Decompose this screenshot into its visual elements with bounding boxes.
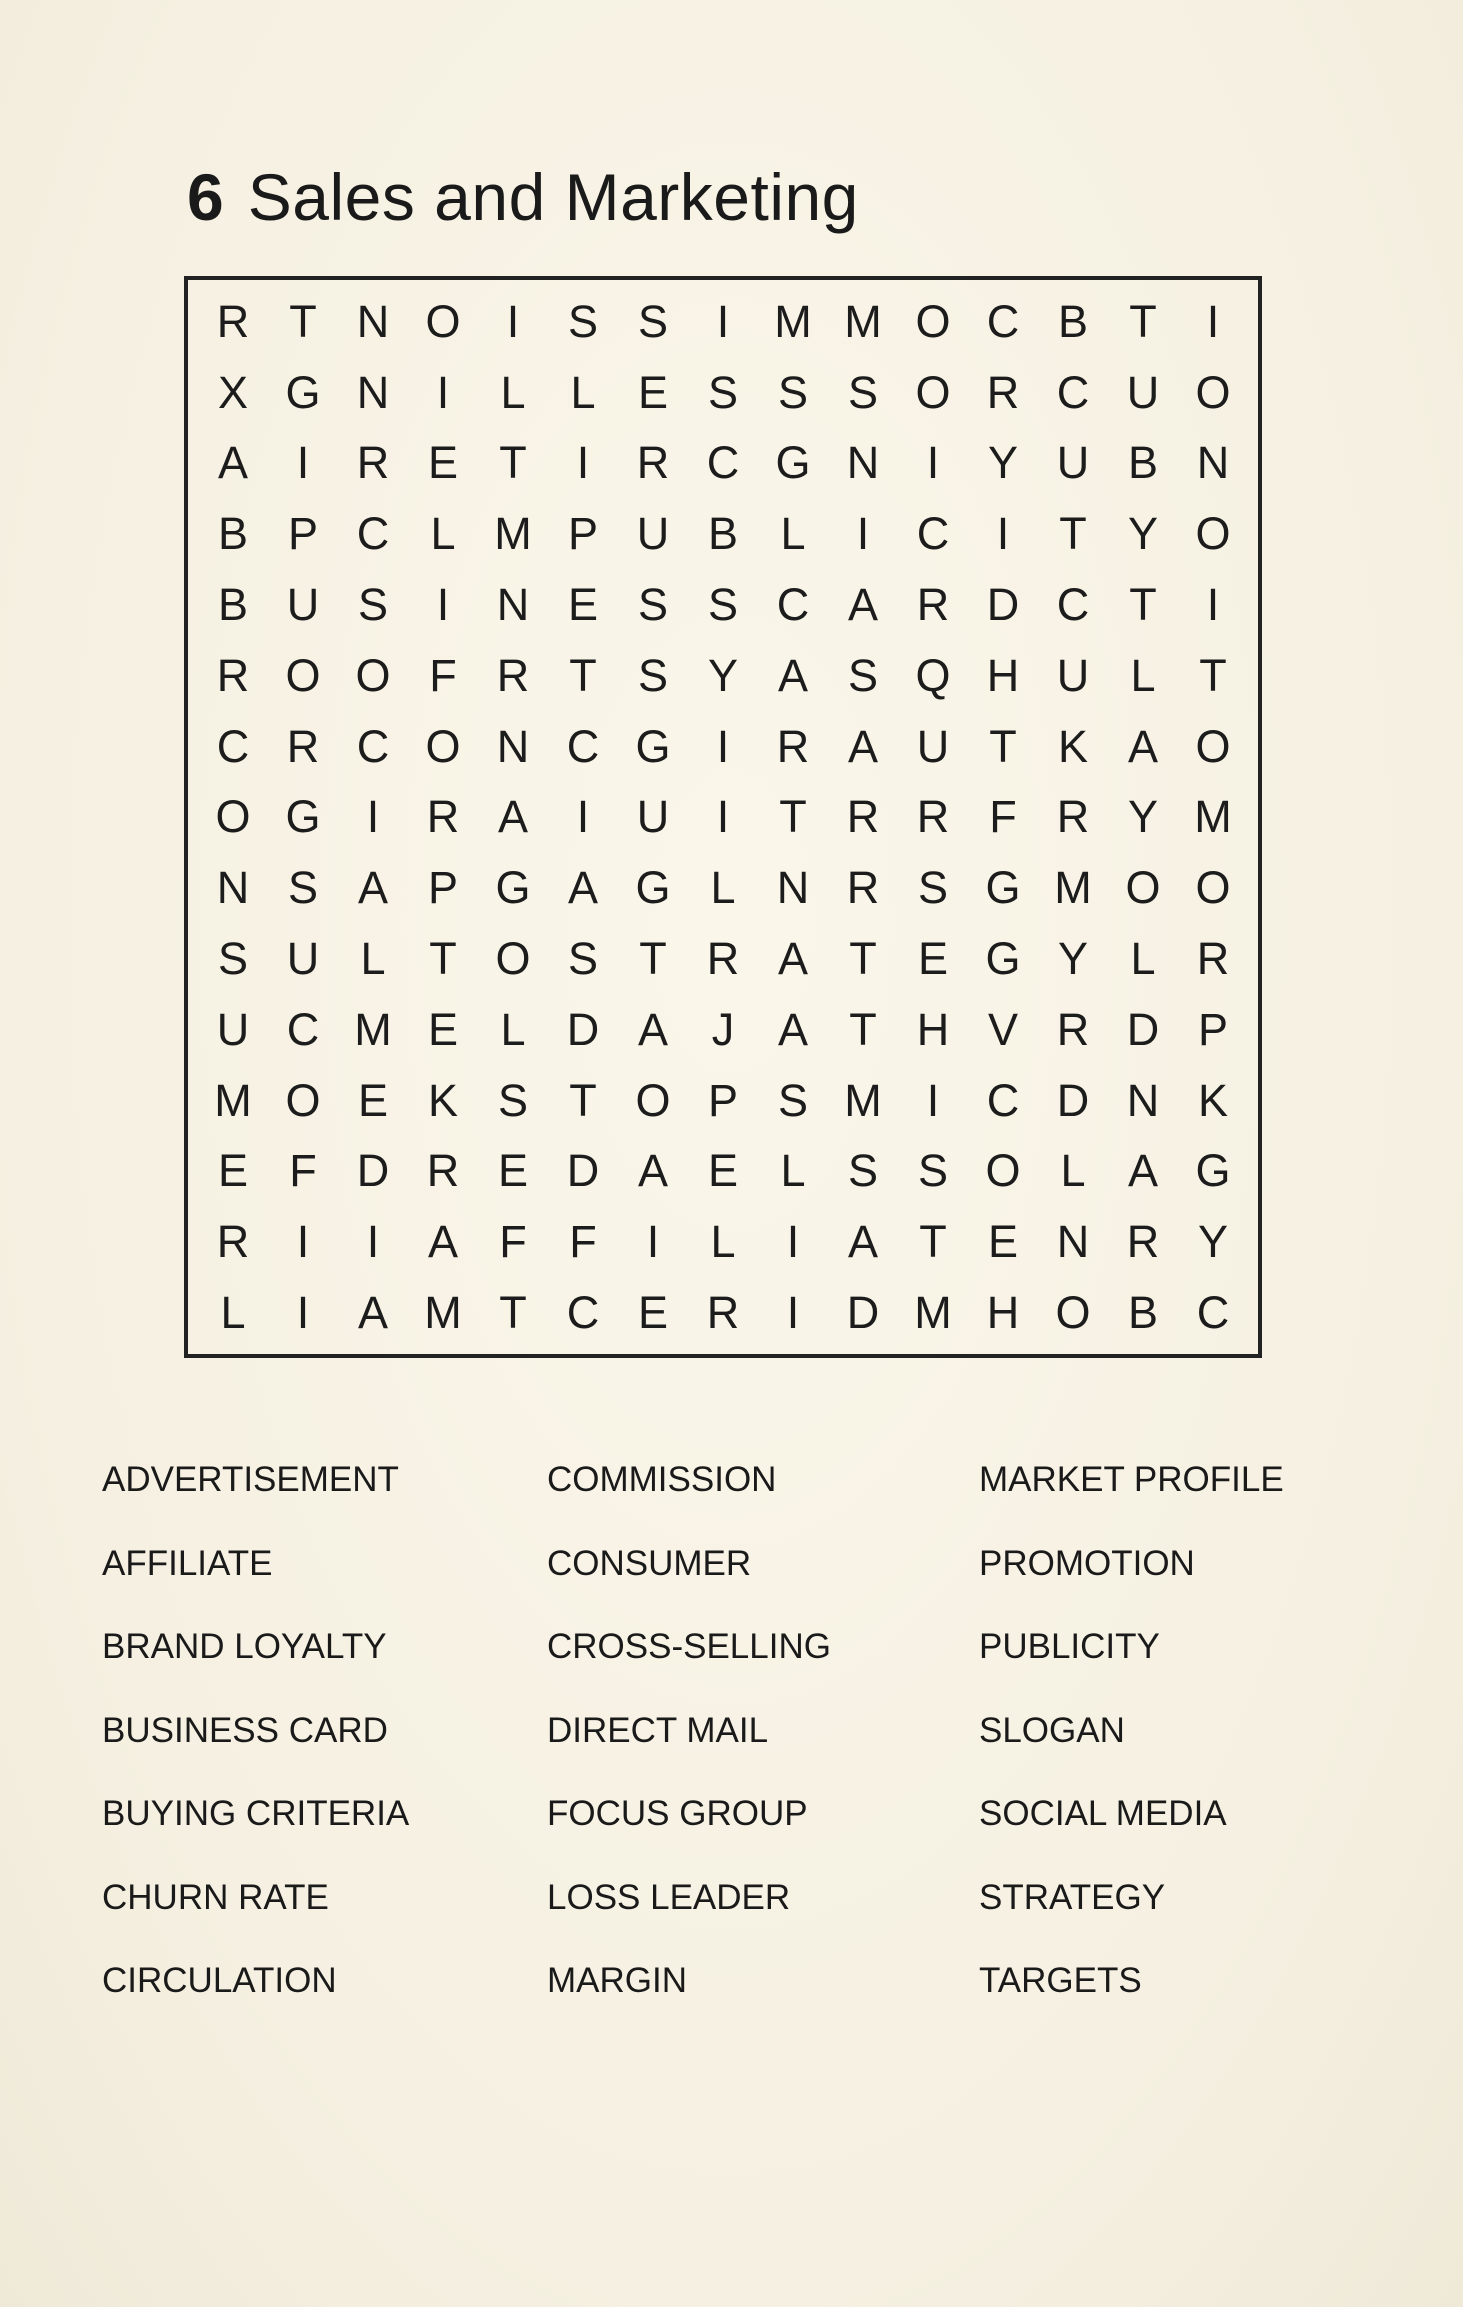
grid-cell[interactable]: N: [776, 862, 810, 914]
grid-cell[interactable]: A: [567, 862, 598, 914]
word-list-item: FOCUS GROUP: [547, 1794, 808, 1833]
grid-cell[interactable]: N: [496, 720, 530, 772]
grid-cell[interactable]: G: [635, 720, 671, 772]
grid-cell[interactable]: I: [786, 1216, 800, 1268]
grid-cell[interactable]: A: [637, 1145, 668, 1197]
grid-cell[interactable]: T: [639, 933, 667, 985]
grid-cell[interactable]: N: [356, 295, 390, 347]
puzzle-title: Sales and Marketing: [247, 160, 859, 234]
grid-cell[interactable]: L: [1130, 649, 1156, 701]
grid-cell[interactable]: A: [847, 720, 878, 772]
grid-cell[interactable]: U: [1056, 649, 1090, 701]
grid-cell[interactable]: T: [919, 1216, 947, 1268]
grid-cell[interactable]: O: [1055, 1287, 1091, 1339]
grid-cell[interactable]: T: [1199, 649, 1227, 701]
grid-cell[interactable]: S: [707, 579, 738, 631]
grid-cell[interactable]: G: [285, 366, 321, 418]
grid-cell[interactable]: I: [926, 1074, 940, 1126]
grid-cell[interactable]: I: [716, 720, 730, 772]
puzzle-number: 6: [187, 160, 224, 234]
grid-cell[interactable]: R: [356, 437, 390, 489]
grid-cell[interactable]: S: [847, 649, 878, 701]
word-list-column: [102, 1450, 547, 2035]
grid-cell[interactable]: F: [499, 1216, 527, 1268]
grid-cell[interactable]: S: [287, 862, 318, 914]
grid-cell[interactable]: M: [844, 295, 882, 347]
grid-cell[interactable]: A: [847, 579, 878, 631]
grid-cell[interactable]: F: [289, 1145, 317, 1197]
grid-cell[interactable]: T: [849, 933, 877, 985]
grid-cell[interactable]: I: [856, 508, 870, 560]
grid-cell[interactable]: E: [497, 1145, 528, 1197]
grid-cell[interactable]: R: [1196, 933, 1230, 985]
grid-cell[interactable]: L: [220, 1287, 246, 1339]
word-list-item: SOCIAL MEDIA: [979, 1794, 1227, 1833]
grid-cell[interactable]: O: [1195, 862, 1231, 914]
word-list-item: STRATEGY: [979, 1877, 1166, 1917]
grid-cell[interactable]: S: [777, 1074, 808, 1126]
grid-cell[interactable]: T: [499, 437, 527, 489]
grid-cell[interactable]: T: [289, 295, 317, 347]
grid-cell[interactable]: E: [427, 437, 458, 489]
grid-cell[interactable]: R: [846, 791, 880, 843]
grid-cell[interactable]: R: [216, 295, 250, 347]
grid-cell[interactable]: S: [567, 295, 598, 347]
grid-cell[interactable]: L: [570, 366, 596, 418]
grid-cell[interactable]: G: [985, 933, 1021, 985]
grid-cell[interactable]: O: [1195, 366, 1231, 418]
grid-cell[interactable]: I: [926, 437, 940, 489]
grid-cell[interactable]: U: [916, 720, 950, 772]
grid-cell[interactable]: E: [217, 1145, 248, 1197]
grid-cell[interactable]: G: [285, 791, 321, 843]
grid-cell[interactable]: I: [506, 295, 520, 347]
grid-cell[interactable]: L: [500, 366, 526, 418]
grid-cell[interactable]: L: [780, 1145, 806, 1197]
grid-cell[interactable]: T: [1129, 295, 1157, 347]
grid-cell[interactable]: E: [567, 579, 598, 631]
grid-cell[interactable]: O: [915, 366, 951, 418]
word-list-item: CIRCULATION: [102, 1961, 337, 2000]
grid-cell[interactable]: R: [1056, 791, 1090, 843]
grid-cell[interactable]: U: [1056, 437, 1090, 489]
grid-cell[interactable]: C: [706, 437, 740, 489]
grid-cell[interactable]: E: [427, 1003, 458, 1055]
grid-cell[interactable]: M: [1054, 862, 1092, 914]
grid-cell[interactable]: N: [1196, 437, 1230, 489]
grid-cell[interactable]: M: [1194, 791, 1232, 843]
grid-cell[interactable]: O: [285, 649, 321, 701]
grid-cell[interactable]: I: [996, 508, 1010, 560]
grid-cell[interactable]: C: [566, 720, 600, 772]
word-list-item: MARKET PROFILE: [979, 1460, 1284, 1499]
grid-cell[interactable]: K: [1197, 1074, 1228, 1126]
grid-cell[interactable]: C: [916, 508, 950, 560]
grid-cell[interactable]: C: [286, 1003, 320, 1055]
word-list-item: CONSUMER: [547, 1543, 752, 1583]
grid-cell[interactable]: I: [296, 437, 310, 489]
word-list: [102, 1450, 1362, 2035]
grid-cell[interactable]: C: [1196, 1287, 1230, 1339]
grid-cell[interactable]: N: [846, 437, 880, 489]
grid-cell[interactable]: I: [296, 1287, 310, 1339]
word-list-column: [547, 1450, 979, 2035]
grid-cell[interactable]: I: [1206, 295, 1220, 347]
grid-cell[interactable]: R: [426, 1145, 460, 1197]
grid-cell[interactable]: O: [355, 649, 391, 701]
grid-cell[interactable]: S: [917, 1145, 948, 1197]
word-list-item: LOSS LEADER: [547, 1877, 791, 1917]
grid-cell[interactable]: E: [707, 1145, 738, 1197]
grid-cell[interactable]: S: [777, 366, 808, 418]
grid-cell[interactable]: S: [637, 295, 668, 347]
grid-cell[interactable]: E: [637, 366, 668, 418]
grid-cell[interactable]: R: [426, 791, 460, 843]
grid-cell[interactable]: S: [567, 933, 598, 985]
grid-cell[interactable]: S: [707, 366, 738, 418]
grid-cell[interactable]: A: [1127, 1145, 1158, 1197]
grid-cell[interactable]: M: [354, 1003, 392, 1055]
grid-cell[interactable]: A: [427, 1216, 458, 1268]
grid-cell[interactable]: C: [216, 720, 250, 772]
grid-cell[interactable]: J: [711, 1003, 735, 1055]
grid-cell[interactable]: R: [916, 579, 950, 631]
grid-cell[interactable]: Y: [1197, 1216, 1228, 1268]
word-list-item: MARGIN: [547, 1961, 687, 2000]
grid-cell[interactable]: C: [776, 579, 810, 631]
word-list-item: TARGETS: [979, 1961, 1142, 2000]
grid-cell[interactable]: C: [1056, 579, 1090, 631]
grid-cell[interactable]: U: [1126, 366, 1160, 418]
grid-cell[interactable]: Y: [987, 437, 1018, 489]
grid-cell[interactable]: M: [914, 1287, 952, 1339]
grid-cell[interactable]: V: [987, 1003, 1018, 1055]
grid-cell[interactable]: C: [986, 295, 1020, 347]
grid-cell[interactable]: R: [986, 366, 1020, 418]
word-list-item: SLOGAN: [979, 1710, 1125, 1750]
grid-cell[interactable]: T: [779, 791, 807, 843]
word-list-item: CROSS-SELLING: [547, 1627, 831, 1666]
grid-cell[interactable]: R: [216, 649, 250, 701]
grid-cell[interactable]: G: [495, 862, 531, 914]
grid-cell[interactable]: R: [496, 649, 530, 701]
grid-cell[interactable]: T: [1059, 508, 1087, 560]
grid-cell[interactable]: S: [637, 649, 668, 701]
grid-cell[interactable]: G: [1195, 1145, 1231, 1197]
grid-cell[interactable]: A: [217, 437, 248, 489]
grid-cell[interactable]: C: [566, 1287, 600, 1339]
grid-cell[interactable]: D: [566, 1003, 600, 1055]
grid-cell[interactable]: Y: [1127, 791, 1158, 843]
grid-cell[interactable]: E: [917, 933, 948, 985]
grid-cell[interactable]: R: [216, 1216, 250, 1268]
grid-cell[interactable]: O: [495, 933, 531, 985]
grid-cell[interactable]: O: [985, 1145, 1021, 1197]
grid-cell[interactable]: B: [217, 508, 248, 560]
grid-cell[interactable]: N: [496, 579, 530, 631]
grid-cell[interactable]: A: [847, 1216, 878, 1268]
grid-cell[interactable]: F: [429, 649, 457, 701]
grid-cell[interactable]: G: [775, 437, 811, 489]
grid-cell[interactable]: P: [427, 862, 458, 914]
grid-cell[interactable]: S: [637, 579, 668, 631]
grid-cell[interactable]: D: [846, 1287, 880, 1339]
grid-cell[interactable]: P: [567, 508, 598, 560]
word-list-item: PROMOTION: [979, 1543, 1195, 1583]
grid-cell[interactable]: B: [217, 579, 248, 631]
grid-cell[interactable]: D: [1126, 1003, 1160, 1055]
grid-cell[interactable]: N: [356, 366, 390, 418]
grid-cell[interactable]: O: [215, 791, 251, 843]
grid-cell[interactable]: T: [429, 933, 457, 985]
grid-cell[interactable]: Y: [1057, 933, 1088, 985]
grid-cell[interactable]: L: [710, 862, 736, 914]
grid-cell[interactable]: I: [646, 1216, 660, 1268]
grid-cell[interactable]: F: [989, 791, 1017, 843]
grid-cell[interactable]: L: [710, 1216, 736, 1268]
grid-cell[interactable]: T: [569, 649, 597, 701]
grid-cell[interactable]: I: [436, 366, 450, 418]
grid-cell[interactable]: A: [1127, 720, 1158, 772]
grid-cell[interactable]: C: [356, 720, 390, 772]
word-list-item: COMMISSION: [547, 1460, 777, 1499]
grid-cell[interactable]: N: [216, 862, 250, 914]
grid-cell[interactable]: M: [844, 1074, 882, 1126]
grid-cell[interactable]: R: [706, 933, 740, 985]
grid-cell[interactable]: R: [916, 791, 950, 843]
grid-cell[interactable]: I: [366, 1216, 380, 1268]
grid-cell[interactable]: R: [636, 437, 670, 489]
grid-cell[interactable]: L: [430, 508, 456, 560]
grid-cell[interactable]: I: [576, 437, 590, 489]
grid-cell[interactable]: Y: [707, 649, 738, 701]
grid-cell[interactable]: N: [1056, 1216, 1090, 1268]
word-list-item: ADVERTISEMENT: [102, 1460, 399, 1499]
grid-cell[interactable]: D: [986, 579, 1020, 631]
grid-cell[interactable]: U: [286, 579, 320, 631]
grid-cell[interactable]: T: [499, 1287, 527, 1339]
grid-cell[interactable]: G: [985, 862, 1021, 914]
grid-cell[interactable]: X: [217, 366, 248, 418]
grid-cell[interactable]: S: [917, 862, 948, 914]
word-list-item: DIRECT MAIL: [547, 1710, 769, 1750]
page-title: [187, 152, 859, 242]
grid-cell[interactable]: I: [786, 1287, 800, 1339]
grid-cell[interactable]: M: [494, 508, 532, 560]
grid-cell[interactable]: L: [500, 1003, 526, 1055]
grid-cell[interactable]: P: [1197, 1003, 1228, 1055]
grid-cell[interactable]: R: [846, 862, 880, 914]
grid-cell[interactable]: P: [287, 508, 318, 560]
grid-cell[interactable]: I: [576, 791, 590, 843]
grid-cell[interactable]: P: [707, 1074, 738, 1126]
grid-cell[interactable]: A: [497, 791, 528, 843]
grid-cell[interactable]: M: [774, 295, 812, 347]
grid-cell[interactable]: C: [986, 1074, 1020, 1126]
grid-cell[interactable]: L: [1060, 1145, 1086, 1197]
grid-cell[interactable]: C: [1056, 366, 1090, 418]
grid-cell[interactable]: A: [357, 1287, 388, 1339]
grid-cell[interactable]: O: [1125, 862, 1161, 914]
word-list-item: BUYING CRITERIA: [102, 1794, 410, 1833]
grid-cell[interactable]: Y: [1127, 508, 1158, 560]
grid-cell[interactable]: D: [356, 1145, 390, 1197]
grid-cell[interactable]: B: [707, 508, 738, 560]
grid-cell[interactable]: B: [1127, 437, 1158, 489]
grid-cell[interactable]: L: [360, 933, 386, 985]
grid-cell[interactable]: N: [1126, 1074, 1160, 1126]
grid-cell[interactable]: I: [366, 791, 380, 843]
grid-cell[interactable]: R: [706, 1287, 740, 1339]
grid-cell[interactable]: M: [424, 1287, 462, 1339]
grid-cell[interactable]: A: [777, 1003, 808, 1055]
grid-cell[interactable]: R: [1056, 1003, 1090, 1055]
grid-cell[interactable]: C: [356, 508, 390, 560]
grid-cell[interactable]: S: [357, 579, 388, 631]
grid-cell[interactable]: K: [427, 1074, 458, 1126]
grid-cell[interactable]: T: [849, 1003, 877, 1055]
grid-cell[interactable]: A: [777, 933, 808, 985]
grid-cell[interactable]: O: [285, 1074, 321, 1126]
grid-cell[interactable]: E: [357, 1074, 388, 1126]
grid-cell[interactable]: I: [716, 295, 730, 347]
grid-cell[interactable]: A: [357, 862, 388, 914]
word-list-item: BRAND LOYALTY: [102, 1627, 387, 1666]
grid-cell[interactable]: T: [569, 1074, 597, 1126]
grid-cell[interactable]: D: [1056, 1074, 1090, 1126]
grid-cell[interactable]: F: [569, 1216, 597, 1268]
grid-cell[interactable]: A: [637, 1003, 668, 1055]
word-list-item: PUBLICITY: [979, 1627, 1160, 1666]
grid-cell[interactable]: O: [425, 720, 461, 772]
grid-cell[interactable]: O: [915, 295, 951, 347]
grid-cell[interactable]: I: [296, 1216, 310, 1268]
grid-cell[interactable]: H: [986, 649, 1020, 701]
grid-cell[interactable]: S: [217, 933, 248, 985]
grid-cell[interactable]: G: [635, 862, 671, 914]
grid-cell[interactable]: U: [286, 933, 320, 985]
grid-cell[interactable]: T: [989, 720, 1017, 772]
grid-cell[interactable]: S: [847, 366, 878, 418]
grid-cell[interactable]: L: [780, 508, 806, 560]
grid-cell[interactable]: U: [216, 1003, 250, 1055]
grid-cell[interactable]: R: [776, 720, 810, 772]
grid-cell[interactable]: U: [636, 508, 670, 560]
grid-cell[interactable]: B: [1057, 295, 1088, 347]
grid-cell[interactable]: D: [566, 1145, 600, 1197]
grid-cell[interactable]: L: [1130, 933, 1156, 985]
word-list-item: CHURN RATE: [102, 1877, 329, 1917]
grid-cell[interactable]: O: [635, 1074, 671, 1126]
letter-grid: [184, 276, 1262, 1358]
grid-cell[interactable]: I: [1206, 579, 1220, 631]
grid-cell[interactable]: I: [716, 791, 730, 843]
grid-cell[interactable]: A: [777, 649, 808, 701]
grid-cell[interactable]: E: [637, 1287, 668, 1339]
grid-cell[interactable]: R: [286, 720, 320, 772]
word-list-item: AFFILIATE: [102, 1543, 273, 1583]
grid-cell[interactable]: T: [1129, 579, 1157, 631]
grid-cell[interactable]: O: [1195, 720, 1231, 772]
grid-cell[interactable]: B: [1127, 1287, 1158, 1339]
grid-cell[interactable]: S: [497, 1074, 528, 1126]
grid-cell[interactable]: K: [1057, 720, 1088, 772]
grid-cell[interactable]: M: [214, 1074, 252, 1126]
grid-cell[interactable]: U: [636, 791, 670, 843]
grid-cell[interactable]: R: [1126, 1216, 1160, 1268]
grid-cell[interactable]: H: [916, 1003, 950, 1055]
grid-cell[interactable]: E: [987, 1216, 1018, 1268]
grid-cell[interactable]: H: [986, 1287, 1020, 1339]
grid-cell[interactable]: I: [436, 579, 450, 631]
word-list-item: BUSINESS CARD: [102, 1710, 388, 1750]
grid-cell[interactable]: Q: [915, 649, 951, 701]
grid-cell[interactable]: O: [425, 295, 461, 347]
grid-cell[interactable]: O: [1195, 508, 1231, 560]
word-list-column: [979, 1450, 1362, 2035]
grid-cell[interactable]: S: [847, 1145, 878, 1197]
